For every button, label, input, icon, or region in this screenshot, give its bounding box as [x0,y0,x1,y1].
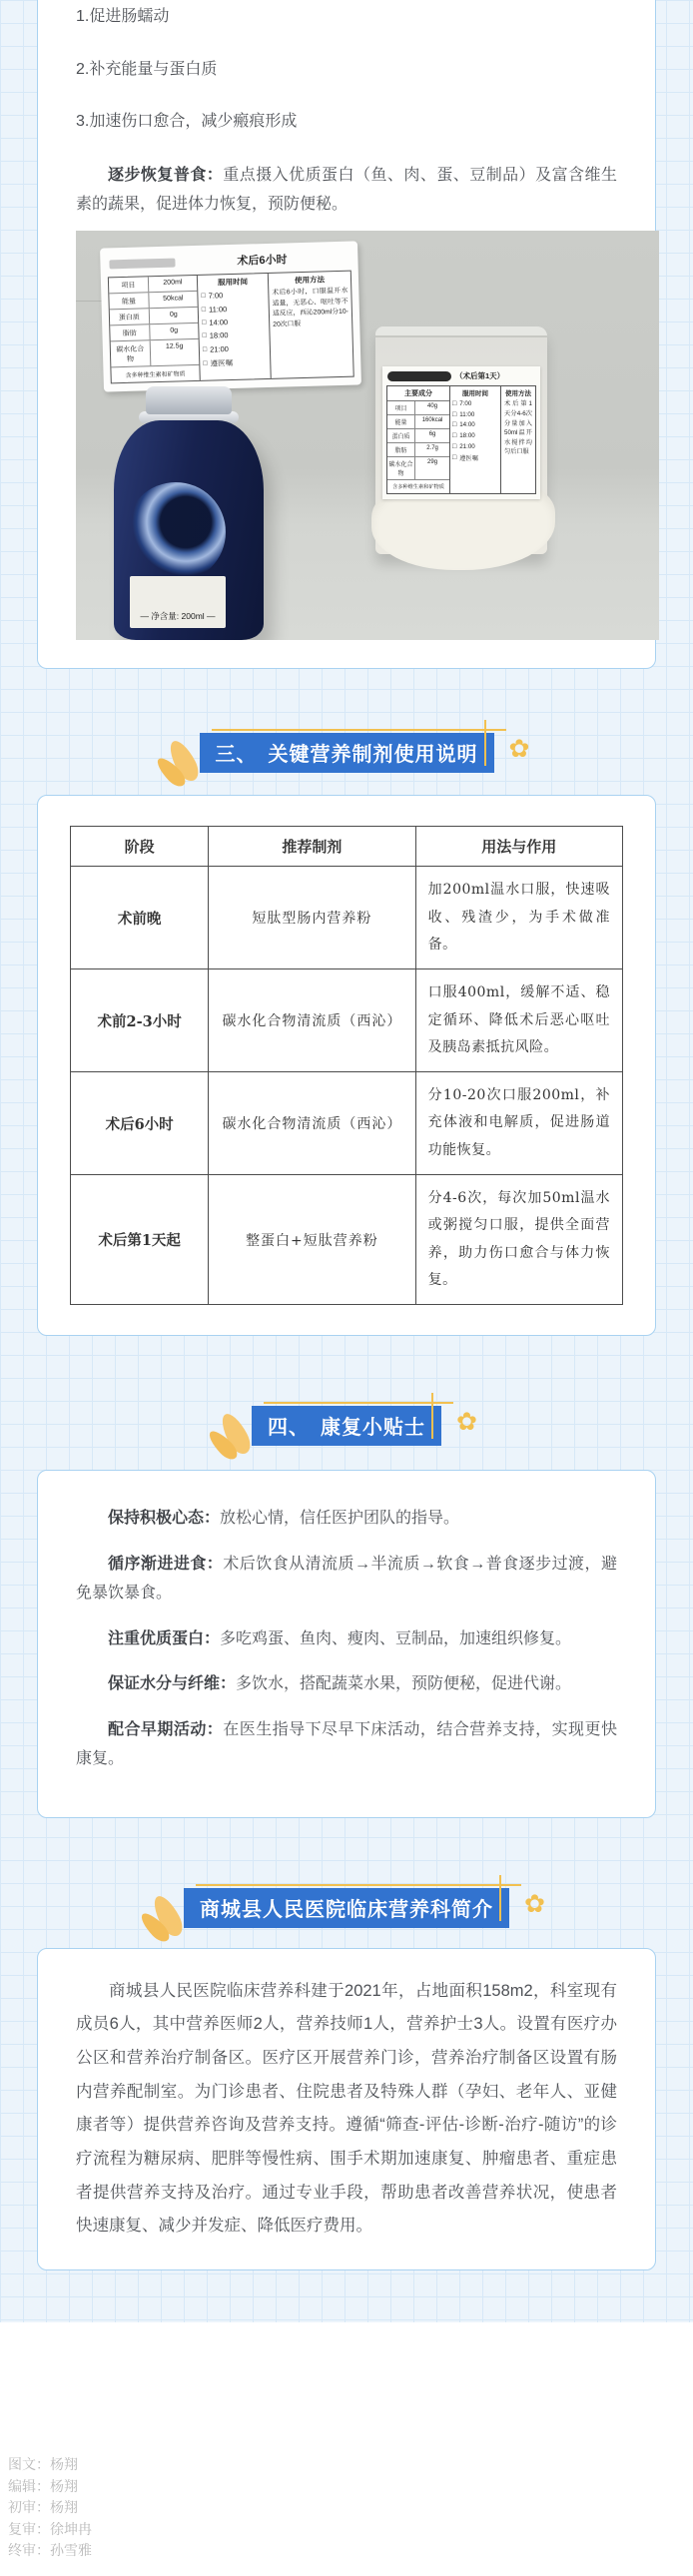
bottle-label-title: 术后6小时 [237,254,288,269]
flower-decoration-icon: ✿ [508,735,530,764]
accent-line-vertical [431,1393,433,1439]
credit-line: 复审：徐坤冉 [8,2520,92,2537]
section-title: 三、 关键营养制剂使用说明 [200,733,494,773]
table-row: 术前晚 短肽型肠内营养粉 加200ml温水口服，快速吸收、残渣少，为手术做准备。 [71,867,623,969]
list-item: 2.补充能量与蛋白质 [76,60,218,78]
leaf-decoration-icon [164,737,202,785]
column-header: 阶段 [71,827,209,867]
nutrient-row: 脂肪 0g [110,323,198,341]
credit-line: 终审：孙雪雅 [8,2542,92,2559]
intro-paragraph: 商城县人民医院临床营养科建于2021年，占地面积158m2，科室现有成员6人，其中营养医师2人，营养技师1人，营养护士3人。设置有医疗办公区和营养治疗制备区。医疗区开展营养门诊，营养治疗制备区设置有肠内营养配制室。为门诊患者、住院患者及特殊人群（孕妇、老年人、亚健康者等）提供营养咨询及营养支持。遵循“筛查-评估-诊断-治疗-随访”的诊疗流程为糖尿病、肥胖等慢性病、围手术期加速康复、肿瘤患者、重症患者提供营养支持及治疗。通过专业手段，帮助患者改善营养状况，使患者快速康复、减少并发症、降低医疗费用。 [76,1981,617,2236]
bag-instruction-label [382,366,540,499]
checkbox-icon: □ [203,360,208,368]
section-heading-3 [200,733,530,773]
bag-zip-seal [375,326,547,337]
benefits-list [76,4,617,135]
redacted-brand-pill [387,371,451,381]
credit-line: 初审：杨翔 [8,2499,78,2516]
nutrient-footnote: 含多种维生素和矿物质 [392,484,444,491]
recovery-tips-card [37,1470,656,1818]
accent-line-horizontal [196,1884,521,1886]
bag-label-title: （术后第1天） [455,371,505,381]
nutrition-bottle [114,386,264,640]
nutrient-footnote: 含多种维生素和矿物质 [125,371,186,380]
times-header: 服用时间 [217,277,249,288]
section-heading-intro [184,1888,545,1928]
tip-item: 注重优质蛋白：多吃鸡蛋、鱼肉、瘦肉、豆制品，加速组织修复。 [108,1629,572,1647]
product-photo [76,231,659,640]
accent-line-horizontal [212,729,506,731]
credits-footer [0,2322,693,2576]
nutrient-row: 能量 50kcal [109,292,197,310]
bag-title-bar [387,370,535,381]
nutrient-row: 项目 200ml [109,276,197,294]
section-title: 商城县人民医院临床营养科简介 [184,1888,509,1928]
bottle-body [114,420,264,640]
column-header: 用法与作用 [415,827,622,867]
nutrient-row: 能量 160kcal [387,415,449,429]
leaf-decoration-icon [149,1892,187,1940]
usage-text: 术后第1天分4-6次分量加入50ml温开水搅拌均匀后口服 [504,400,532,456]
time-row: □ 遵医嘱 [452,454,478,463]
bottle-swirl-graphic [126,482,226,582]
time-row: □ 7:00 [452,400,472,408]
time-row: □ 18:00 [202,330,229,341]
times-column [197,274,271,380]
bottle-cap [146,386,232,414]
leaf-decoration-icon [217,1410,255,1458]
table-row: 术后6小时 碳水化合物清流质（西沁） 分10-20次口服200ml，补充体液和电解质，促进肠道功能恢复。 [71,1072,623,1175]
time-row: □ 21:00 [202,344,230,354]
list-item: 3.加速伤口愈合，减少瘢痕形成 [76,113,298,131]
checkbox-icon: □ [452,410,457,418]
credit-line: 编辑：杨翔 [8,2477,78,2494]
nutrient-row: 项目 40g [387,401,449,415]
components-header: 主要成分 [387,386,449,401]
recover-paragraph [76,162,617,220]
powder-bag [375,326,547,554]
checkbox-icon: □ [452,400,457,408]
checkbox-icon: □ [452,431,457,439]
checkbox-icon: □ [452,442,457,450]
section-heading-4 [252,1406,477,1446]
accent-line-vertical [484,720,486,766]
department-intro-card [37,1948,656,2270]
list-item: 1.促进肠蠕动 [76,8,170,25]
table-row: 术后第1天起 整蛋白+短肽营养粉 分4-6次，每次加50ml温水或粥搅匀口服，提供全面营养，助力伤口愈合与体力恢复。 [71,1175,623,1305]
times-header: 服用时间 [462,390,488,398]
checkbox-icon: □ [452,454,457,462]
nutrient-row: 脂肪 2.7g [387,443,449,457]
benefits-card [37,0,656,669]
checkbox-icon: □ [202,320,207,327]
preparations-table-card [37,795,656,1336]
nutrient-column [109,276,200,382]
flower-decoration-icon: ✿ [456,1408,477,1437]
bottle-net-content: — 净含量: 200ml — [130,576,226,628]
checkbox-icon: □ [452,421,457,429]
checkbox-icon: □ [201,306,207,314]
tip-item: 保证水分与纤维：多饮水，搭配蔬菜水果，预防便秘，促进代谢。 [108,1675,572,1693]
bottle-label-table [108,271,354,384]
tip-item: 保持积极心态：放松心情，信任医护团队的指导。 [108,1510,460,1528]
nutrient-row: 蛋白质 6g [387,429,449,443]
time-row: □ 11:00 [452,410,475,418]
credit-line: 图文：杨翔 [8,2456,78,2473]
tip-item: 循序渐进进食：术后饮食从清流质→半流质→软食→普食逐步过渡，避免暴饮暴食。 [76,1556,617,1602]
usage-column [268,272,353,378]
flower-decoration-icon: ✿ [524,1889,545,1918]
usage-header: 使用方法 [294,275,326,286]
tip-item: 配合早期活动：在医生指导下尽早下床活动，结合营养支持，实现更快康复。 [76,1721,617,1768]
section-title: 四、 康复小贴士 [252,1406,441,1446]
nutrient-column [387,386,449,493]
checkbox-icon: □ [201,293,206,301]
time-row: □ 21:00 [452,442,475,450]
time-row: □ 14:00 [202,318,229,327]
checkbox-icon: □ [202,345,208,353]
time-row: □ 14:00 [452,421,475,429]
nutrient-row: 碳水化合物 12.5g [111,339,200,367]
time-row: □ 11:00 [201,305,228,315]
table-header-row [71,827,623,867]
usage-column [500,386,535,493]
preparations-table [70,826,623,1305]
bag-label-table [386,385,536,494]
accent-line-vertical [499,1875,501,1921]
column-header: 推荐制剂 [209,827,415,867]
label-title-bar [109,250,348,273]
checkbox-icon: □ [202,332,207,340]
accent-line-horizontal [264,1402,453,1404]
usage-text: 术后6小时，口服温开水适量，无恶心、呕吐等不适反应，西沁200ml分10-20次口服 [272,288,349,328]
usage-header: 使用方法 [505,390,531,398]
times-column [449,386,500,493]
time-row: □ 18:00 [452,431,475,439]
table-row: 术前2-3小时 碳水化合物清流质（西沁） 口服400ml，缓解不适、稳定循环、降低术后恶心呕吐及胰岛素抵抗风险。 [71,969,623,1072]
paragraph-lead: 逐步恢复普食： [108,166,224,184]
time-row: □ 7:00 [201,291,224,302]
redacted-brand-bar [109,258,175,269]
paragraph-body: 重点摄入优质蛋白（鱼、肉、蛋、豆制品）及富含维生素的蔬果，促进体力恢复，预防便秘。 [76,166,617,213]
time-row: □ 遵医嘱 [203,358,234,369]
nutrient-row: 蛋白质 0g [110,308,198,325]
bottle-instruction-label [100,242,361,392]
nutrient-row: 碳水化合物 29g [387,457,449,480]
